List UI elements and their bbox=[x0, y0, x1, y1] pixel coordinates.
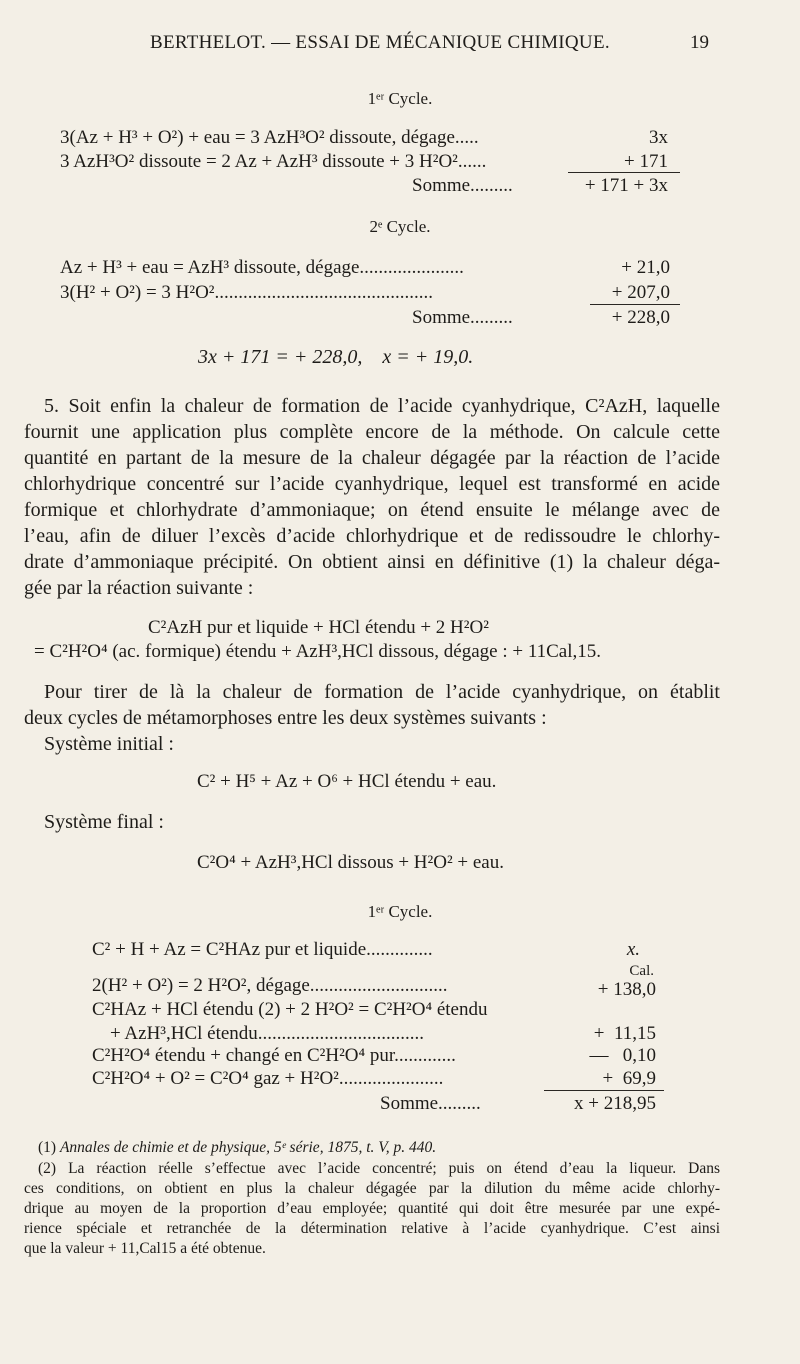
footnote-2-line2: ces conditions, on obtient en plus la chaleur dégagée par la dilution du même acide chlorhy- bbox=[24, 1180, 720, 1197]
cycle2a-equation: 3x + 171 = + 228,0, x = + 19,0. bbox=[198, 346, 474, 368]
cycle1b-line6-value: + 69,9 bbox=[602, 1068, 656, 1089]
cycle2a-sum-label: Somme......... bbox=[412, 307, 513, 328]
cycle1b-line6: C²H²O⁴ + O² = C²O⁴ gaz + H²O²...................... bbox=[92, 1069, 444, 1088]
footnote-1-text: Annales de chimie et de physique, 5ᵉ série, 1875, t. V, p. 440. bbox=[59, 1139, 437, 1156]
cycle1a-line1-value: 3x bbox=[649, 127, 668, 148]
cycle2a-line1-value: + 21,0 bbox=[621, 257, 670, 278]
cycle1a-line1: 3(Az + H³ + O²) + eau = 3 AzH³O² dissoute, dégage..... bbox=[60, 127, 479, 148]
system-initial: C² + H⁵ + Az + O⁶ + HCl étendu + eau. bbox=[197, 771, 497, 792]
footnote-2-line4: rience spéciale et retranchée de la détermination relative à l’acide cyanhydrique. C’est ainsi bbox=[24, 1220, 720, 1237]
cycle2a-sum-value: + 228,0 bbox=[611, 307, 670, 328]
system-final: C²O⁴ + AzH³,HCl dissous + H²O² + eau. bbox=[197, 852, 504, 873]
cycle1a-title: 1ᵉʳ Cycle. bbox=[367, 89, 433, 108]
cycle1a-sum-rule bbox=[568, 172, 680, 173]
para5-line7: drate d’ammoniaque précipité. On obtient ainsi en définitive (1) la chaleur déga- bbox=[24, 551, 720, 573]
footnote-1-number: (1) bbox=[38, 1139, 57, 1156]
cycle1b-unit: Cal. bbox=[629, 963, 654, 979]
cycle2a-title: 2ᵉ Cycle. bbox=[369, 217, 431, 236]
cycle1a-sum-value: + 171 + 3x bbox=[584, 175, 668, 196]
cycle1a-sum-label: Somme......... bbox=[412, 175, 513, 196]
para5-line2: fournit une application plus complète encore de la méthode. On calcule cette bbox=[24, 421, 720, 443]
para5-line1: 5. Soit enfin la chaleur de formation de l’acide cyanhydrique, C²AzH, laquelle bbox=[44, 395, 720, 417]
para6-line1: Pour tirer de là la chaleur de formation de l’acide cyanhydrique, on établit bbox=[44, 681, 720, 703]
system-final-label: Système final : bbox=[44, 811, 164, 833]
cycle2a-line2: 3(H² + O²) = 3 H²O².............................................. bbox=[60, 283, 434, 302]
cycle2a-line1: Az + H³ + eau = AzH³ dissoute, dégage...................... bbox=[60, 258, 464, 277]
footnote-1 bbox=[38, 1140, 436, 1156]
cycle1b-line5: C²H²O⁴ étendu + changé en C²H²O⁴ pur............. bbox=[92, 1046, 456, 1065]
para5-line5: formique et chlorhydrate d’ammoniaque; on étend ensuite le mélange avec de bbox=[24, 499, 720, 521]
cycle1b-line4: + AzH³,HCl étendu................................... bbox=[110, 1024, 425, 1043]
para5-line6: l’eau, afin de diluer l’excès d’acide chlorhydrique et de redissoudre le chlorhy- bbox=[24, 525, 720, 547]
page-number: 19 bbox=[690, 32, 709, 53]
cycle1b-line5-value: — 0,10 bbox=[589, 1045, 656, 1066]
cycle1b-sum-rule bbox=[544, 1090, 664, 1091]
footnote-2-line1: (2) La réaction réelle s’effectue avec l’acide concentré; puis on étend d’eau la liqueur. Dans bbox=[38, 1160, 720, 1177]
footnote-2-line3: drique au moyen de la proportion d’eau employée; quantité qui doit être mesurée par une expé- bbox=[24, 1200, 720, 1217]
para6-line2: deux cycles de métamorphoses entre les deux systèmes suivants : bbox=[24, 707, 547, 729]
cycle1b-title: 1ᵉʳ Cycle. bbox=[367, 902, 433, 921]
cycle1b-line3: C²HAz + HCl étendu (2) + 2 H²O² = C²H²O⁴ étendu bbox=[92, 999, 488, 1020]
cycle1b-sum-value: x + 218,95 bbox=[574, 1093, 656, 1114]
cycle2a-sum-rule bbox=[590, 304, 680, 305]
cycle2a-line2-value: + 207,0 bbox=[611, 282, 670, 303]
cycle1a-line2: 3 AzH³O² dissoute = 2 Az + AzH³ dissoute + 3 H²O²...... bbox=[60, 151, 487, 172]
system-initial-label: Système initial : bbox=[44, 733, 174, 755]
cycle1b-line1: C² + H + Az = C²HAz pur et liquide.............. bbox=[92, 940, 433, 959]
cycle1b-line2-value: + 138,0 bbox=[597, 979, 656, 1000]
cycle1b-line2: 2(H² + O²) = 2 H²O², dégage............................. bbox=[92, 976, 448, 995]
para5-line8: gée par la réaction suivante : bbox=[24, 577, 254, 599]
para5-line4: chlorhydrique concentré sur l’acide cyanhydrique, lequel est transformé en acide bbox=[24, 473, 720, 495]
cycle1a-line2-value: + 171 bbox=[624, 151, 668, 172]
cycle1b-sum-label: Somme......... bbox=[380, 1093, 481, 1114]
footnote-2-line5: que la valeur + 11,Cal15 a été obtenue. bbox=[24, 1240, 266, 1257]
para5-line3: quantité en partant de la mesure de la chaleur dégagée par la réaction de l’acide bbox=[24, 447, 720, 469]
reaction-line1: C²AzH pur et liquide + HCl étendu + 2 H²O² bbox=[148, 617, 489, 638]
running-title: BERTHELOT. — ESSAI DE MÉCANIQUE CHIMIQUE. bbox=[150, 32, 610, 53]
reaction-line2: = C²H²O⁴ (ac. formique) étendu + AzH³,HCl dissous, dégage : + 11Cal,15. bbox=[34, 641, 602, 662]
cycle1b-line4-value: + 11,15 bbox=[593, 1023, 656, 1044]
cycle1b-line1-value: x. bbox=[626, 939, 640, 960]
